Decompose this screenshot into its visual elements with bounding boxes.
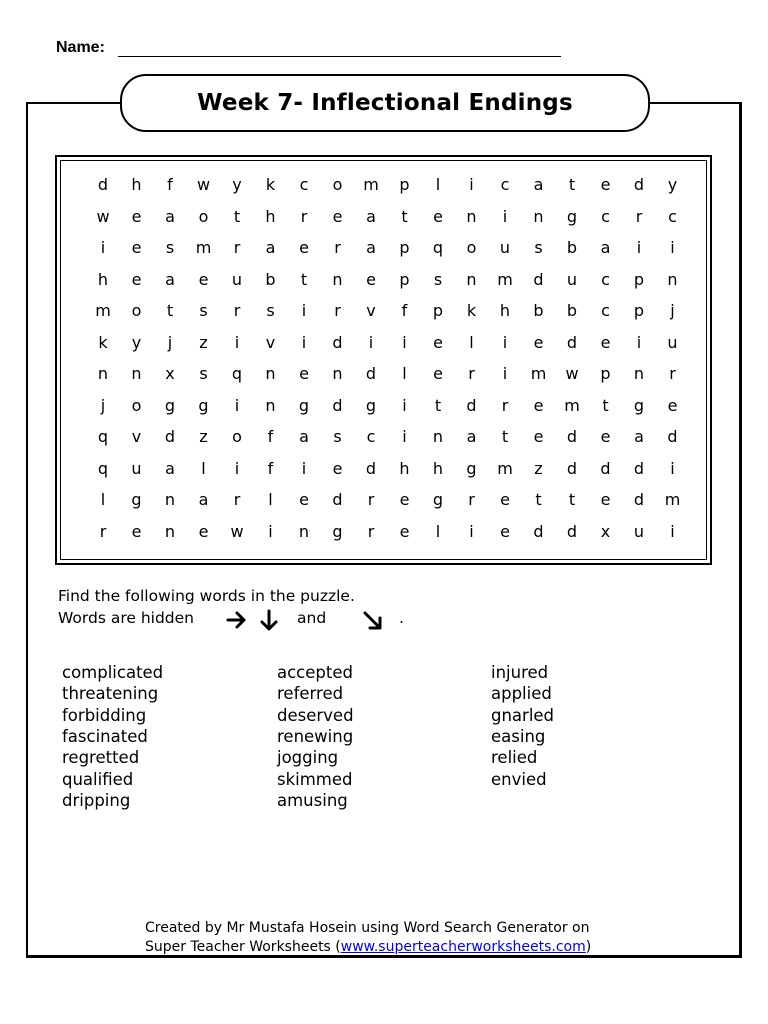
grid-letter: n	[633, 364, 645, 383]
grid-letter: i	[301, 458, 307, 478]
grid-letter: a	[165, 269, 175, 289]
grid-letter: i	[368, 332, 374, 352]
grid-letter: n	[432, 427, 444, 446]
word-list-item: threatening	[62, 684, 159, 704]
grid-letter: t	[535, 490, 542, 509]
grid-letter: h	[131, 175, 142, 194]
footer-source-suffix: )	[585, 939, 592, 955]
grid-letter: a	[165, 206, 175, 226]
grid-letter: e	[600, 332, 611, 352]
grid-letter: a	[634, 427, 644, 446]
grid-letter: l	[435, 175, 441, 194]
grid-letter: e	[131, 238, 142, 257]
grid-letter: k	[466, 301, 477, 320]
grid-letter: n	[298, 521, 310, 541]
grid-letter: t	[300, 269, 308, 289]
grid-letter: i	[234, 458, 240, 478]
grid-letter: m	[497, 458, 513, 478]
grid-letter: g	[633, 395, 645, 415]
grid-letter: l	[469, 332, 474, 352]
grid-letter: n	[164, 490, 176, 509]
grid-letter: a	[299, 427, 309, 446]
grid-letter: u	[499, 238, 511, 257]
grid-letter: o	[131, 395, 142, 415]
grid-letter: d	[97, 175, 109, 194]
grid-letter: u	[231, 269, 243, 289]
grid-letter: q	[432, 238, 444, 257]
grid-letter: p	[633, 301, 645, 320]
grid-letter: e	[533, 332, 544, 352]
grid-letter: t	[568, 175, 576, 194]
grid-letter: r	[334, 301, 341, 320]
grid-letter: e	[366, 269, 376, 289]
grid-letter: f	[167, 175, 173, 194]
grid-letter: e	[332, 458, 343, 478]
grid-letter: w	[230, 521, 244, 541]
word-list-item: easing	[491, 726, 546, 746]
grid-letter: m	[363, 175, 379, 194]
word-search-grid	[55, 155, 712, 565]
grid-letter: q	[231, 364, 243, 383]
grid-letter: m	[530, 364, 547, 383]
grid-letter: y	[131, 332, 142, 352]
grid-letter: z	[199, 427, 208, 446]
grid-letter: a	[265, 238, 276, 257]
grid-letter: e	[198, 269, 209, 289]
grid-letter: c	[299, 175, 309, 194]
grid-letter: i	[636, 332, 642, 352]
grid-letter: x	[600, 521, 611, 541]
grid-letter: e	[332, 206, 343, 226]
grid-letter: n	[332, 269, 343, 289]
grid-letter: y	[232, 175, 242, 194]
grid-letter: u	[667, 332, 678, 352]
grid-letter: g	[198, 395, 209, 415]
grid-letter: p	[600, 364, 611, 383]
grid-letter: i	[402, 395, 407, 415]
grid-letter: i	[469, 521, 474, 541]
grid-letter: h	[97, 269, 109, 289]
word-list-item: applied	[491, 684, 552, 704]
grid-letter: e	[131, 521, 142, 541]
grid-letter: e	[533, 395, 544, 415]
grid-letter: y	[667, 175, 678, 194]
grid-letter: l	[435, 521, 441, 541]
word-list-item: renewing	[277, 726, 354, 746]
grid-letter: i	[502, 206, 508, 226]
grid-letter: i	[502, 364, 508, 383]
grid-letter: s	[534, 238, 543, 257]
grid-letter: g	[164, 395, 176, 415]
grid-letter: o	[131, 301, 142, 320]
word-list-item: injured	[491, 663, 549, 682]
grid-letter: s	[165, 238, 175, 257]
grid-letter: r	[99, 521, 107, 541]
grid-letter: t	[602, 395, 609, 415]
grid-letter: w	[565, 364, 579, 383]
grid-letter: d	[466, 395, 477, 415]
grid-letter: g	[466, 458, 477, 478]
grid-letter: l	[100, 490, 106, 509]
grid-letter: d	[533, 521, 544, 541]
grid-letter: l	[268, 490, 273, 509]
grid-letter: m	[497, 269, 513, 289]
grid-letter: g	[365, 395, 377, 415]
grid-letter: a	[366, 206, 376, 226]
grid-letter: i	[402, 332, 407, 352]
grid-letter: x	[165, 364, 175, 383]
diagonal-down-right-arrow-icon	[362, 610, 384, 632]
grid-letter: m	[195, 238, 212, 257]
grid-letter: i	[636, 238, 642, 257]
grid-letter: g	[298, 395, 310, 415]
down-arrow-icon	[258, 609, 280, 633]
grid-letter: h	[265, 206, 276, 226]
grid-letter: f	[267, 427, 274, 446]
grid-letter: n	[466, 269, 477, 289]
word-list-item: skimmed	[277, 769, 353, 789]
word-list-item: accepted	[277, 663, 353, 682]
grid-letter: i	[469, 175, 474, 194]
grid-letter: q	[97, 427, 109, 446]
word-list-item: relied	[491, 748, 538, 768]
grid-letter: r	[669, 364, 676, 383]
grid-letter: l	[201, 458, 206, 478]
grid-letter: n	[131, 364, 142, 383]
grid-letter: d	[566, 458, 578, 478]
grid-letter: n	[265, 395, 276, 415]
grid-letter: e	[433, 364, 443, 383]
grid-letter: r	[501, 395, 509, 415]
grid-letter: g	[432, 490, 444, 509]
grid-letter: r	[468, 490, 475, 509]
grid-letter: s	[199, 364, 208, 383]
grid-letter: b	[566, 301, 578, 320]
grid-letter: l	[402, 364, 407, 383]
word-list-item: amusing	[277, 790, 348, 810]
grid-letter: o	[466, 238, 477, 257]
grid-letter: i	[100, 238, 106, 257]
grid-letter: d	[600, 458, 611, 478]
grid-letter: a	[165, 458, 175, 478]
grid-letter: a	[533, 175, 544, 194]
grid-letter: o	[232, 427, 242, 446]
grid-letter: t	[166, 301, 174, 320]
grid-letter: d	[566, 427, 578, 446]
grid-letter: d	[332, 395, 343, 415]
name-label: Name:	[56, 39, 105, 56]
grid-letter: e	[600, 175, 611, 194]
grid-letter: h	[399, 458, 410, 478]
grid-letter: v	[366, 301, 376, 320]
grid-letter: w	[196, 175, 211, 194]
word-list-item: qualified	[62, 769, 134, 789]
grid-letter: d	[164, 427, 176, 446]
grid-letter: d	[633, 175, 645, 194]
grid-letter: o	[198, 206, 209, 226]
grid-letter: c	[366, 427, 376, 446]
grid-letter: r	[367, 490, 375, 509]
grid-letter: i	[402, 427, 407, 446]
grid-letter: m	[95, 301, 111, 320]
word-list-item: gnarled	[491, 705, 555, 725]
grid-letter: g	[332, 521, 343, 541]
grid-letter: e	[399, 521, 410, 541]
grid-letter: k	[265, 175, 276, 194]
grid-letter: e	[198, 521, 209, 541]
grid-letter: m	[664, 490, 681, 509]
word-list-item: jogging	[277, 748, 339, 768]
grid-letter: e	[299, 238, 309, 257]
grid-letter: p	[399, 175, 410, 194]
grid-letter: r	[233, 490, 241, 509]
grid-letter: h	[499, 301, 511, 320]
word-list-item: deserved	[277, 705, 354, 725]
grid-letter: a	[600, 238, 611, 257]
grid-letter: p	[432, 301, 444, 320]
grid-letter: i	[234, 332, 240, 352]
grid-letter: i	[301, 332, 307, 352]
word-list-item: forbidding	[62, 705, 147, 725]
footer-credit: Created by Mr Mustafa Hosein using Word Search Generator on	[145, 920, 590, 936]
word-list-item: fascinated	[62, 726, 148, 746]
grid-letter: r	[468, 364, 475, 383]
grid-letter: i	[268, 521, 273, 541]
grid-letter: n	[97, 364, 109, 383]
grid-letter: t	[501, 427, 509, 446]
grid-letter: d	[533, 269, 544, 289]
grid-letter: r	[300, 206, 308, 226]
instructions-line2-prefix: Words are hidden	[58, 609, 195, 627]
word-list-item: envied	[491, 769, 547, 789]
grid-letter: e	[433, 206, 443, 226]
grid-letter: e	[131, 206, 142, 226]
footer-source-prefix: Super Teacher Worksheets (	[145, 939, 341, 955]
grid-letter: n	[332, 364, 343, 383]
grid-letter: p	[633, 269, 645, 289]
grid-letter: c	[500, 175, 510, 194]
grid-letter: j	[167, 332, 173, 352]
grid-letter: u	[633, 521, 645, 541]
footer-link[interactable]: www.superteacherworksheets.com	[340, 939, 586, 955]
grid-letter: i	[670, 458, 675, 478]
grid-letter: p	[399, 269, 410, 289]
grid-letter: d	[667, 427, 678, 446]
grid-letter: n	[667, 269, 678, 289]
grid-letter: p	[399, 238, 410, 257]
grid-letter: s	[333, 427, 342, 446]
grid-letter: i	[670, 238, 675, 257]
grid-letter: t	[434, 395, 442, 415]
grid-letter: d	[365, 364, 377, 383]
grid-letter: j	[100, 395, 106, 415]
word-list-item: dripping	[62, 790, 131, 810]
grid-letters	[57, 157, 710, 563]
grid-letter: e	[500, 490, 510, 509]
grid-letter: d	[566, 332, 578, 352]
grid-letter: f	[401, 301, 408, 320]
grid-letter: s	[199, 301, 208, 320]
footer-source	[145, 939, 591, 955]
grid-letter: n	[466, 206, 477, 226]
grid-letter: d	[633, 458, 645, 478]
grid-letter: d	[332, 332, 343, 352]
grid-letter: i	[234, 395, 240, 415]
grid-letter: e	[600, 427, 611, 446]
grid-letter: r	[635, 206, 643, 226]
grid-letter: e	[131, 269, 142, 289]
grid-letter: e	[533, 427, 544, 446]
grid-letter: g	[566, 206, 578, 226]
grid-letter: t	[568, 490, 576, 509]
name-line	[118, 56, 561, 57]
grid-letter: z	[534, 458, 543, 478]
grid-letter: d	[633, 490, 645, 509]
grid-letter: e	[399, 490, 410, 509]
grid-letter: i	[301, 301, 307, 320]
grid-letter: z	[199, 332, 208, 352]
grid-letter: c	[601, 301, 610, 320]
grid-letter: o	[332, 175, 343, 194]
grid-letter: c	[601, 206, 610, 226]
grid-letter: g	[131, 490, 142, 509]
grid-letter: c	[668, 206, 677, 226]
grid-letter: e	[299, 364, 309, 383]
page-title: Week 7- Inflectional Endings	[197, 90, 573, 116]
grid-letter: r	[233, 238, 241, 257]
instructions-and: and	[297, 609, 327, 627]
title-banner	[120, 74, 650, 132]
word-list-item: referred	[277, 684, 344, 704]
grid-letter: k	[98, 332, 108, 352]
grid-letter: n	[265, 364, 276, 383]
grid-letter: i	[670, 521, 675, 541]
grid-letter: e	[500, 521, 510, 541]
grid-letter: f	[267, 458, 274, 478]
grid-letter: r	[367, 521, 375, 541]
grid-letter: r	[334, 238, 341, 257]
grid-letter: a	[198, 490, 209, 509]
grid-letter: d	[332, 490, 343, 509]
grid-letter: a	[466, 427, 477, 446]
grid-letter: w	[96, 206, 110, 226]
word-list-item: regretted	[62, 748, 140, 768]
grid-letter: d	[566, 521, 578, 541]
grid-letter: n	[533, 206, 544, 226]
grid-letter: q	[97, 458, 109, 478]
grid-letter: u	[566, 269, 578, 289]
grid-letter: n	[164, 521, 176, 541]
grid-letter: i	[502, 332, 508, 352]
instructions-line1: Find the following words in the puzzle.	[58, 587, 355, 605]
grid-letter: v	[131, 427, 142, 446]
grid-letter: s	[266, 301, 275, 320]
grid-letter: b	[566, 238, 578, 257]
grid-letter: s	[433, 269, 443, 289]
grid-letter: h	[432, 458, 444, 478]
grid-letter: r	[233, 301, 241, 320]
grid-letter: t	[401, 206, 408, 226]
grid-letter: u	[131, 458, 142, 478]
grid-letter: b	[265, 269, 276, 289]
word-list-item: complicated	[62, 663, 164, 682]
grid-letter: c	[601, 269, 610, 289]
instructions-period: .	[399, 609, 404, 627]
grid-letter: j	[670, 301, 675, 320]
grid-letter: e	[600, 490, 611, 509]
grid-letter: e	[667, 395, 678, 415]
grid-letter: d	[365, 458, 377, 478]
right-arrow-icon	[226, 610, 248, 630]
grid-letter: a	[366, 238, 376, 257]
grid-letter: v	[265, 332, 276, 352]
grid-letter: m	[564, 395, 580, 415]
grid-letter: e	[433, 332, 443, 352]
grid-letter: b	[533, 301, 544, 320]
grid-letter: e	[299, 490, 309, 509]
grid-letter: t	[233, 206, 241, 226]
